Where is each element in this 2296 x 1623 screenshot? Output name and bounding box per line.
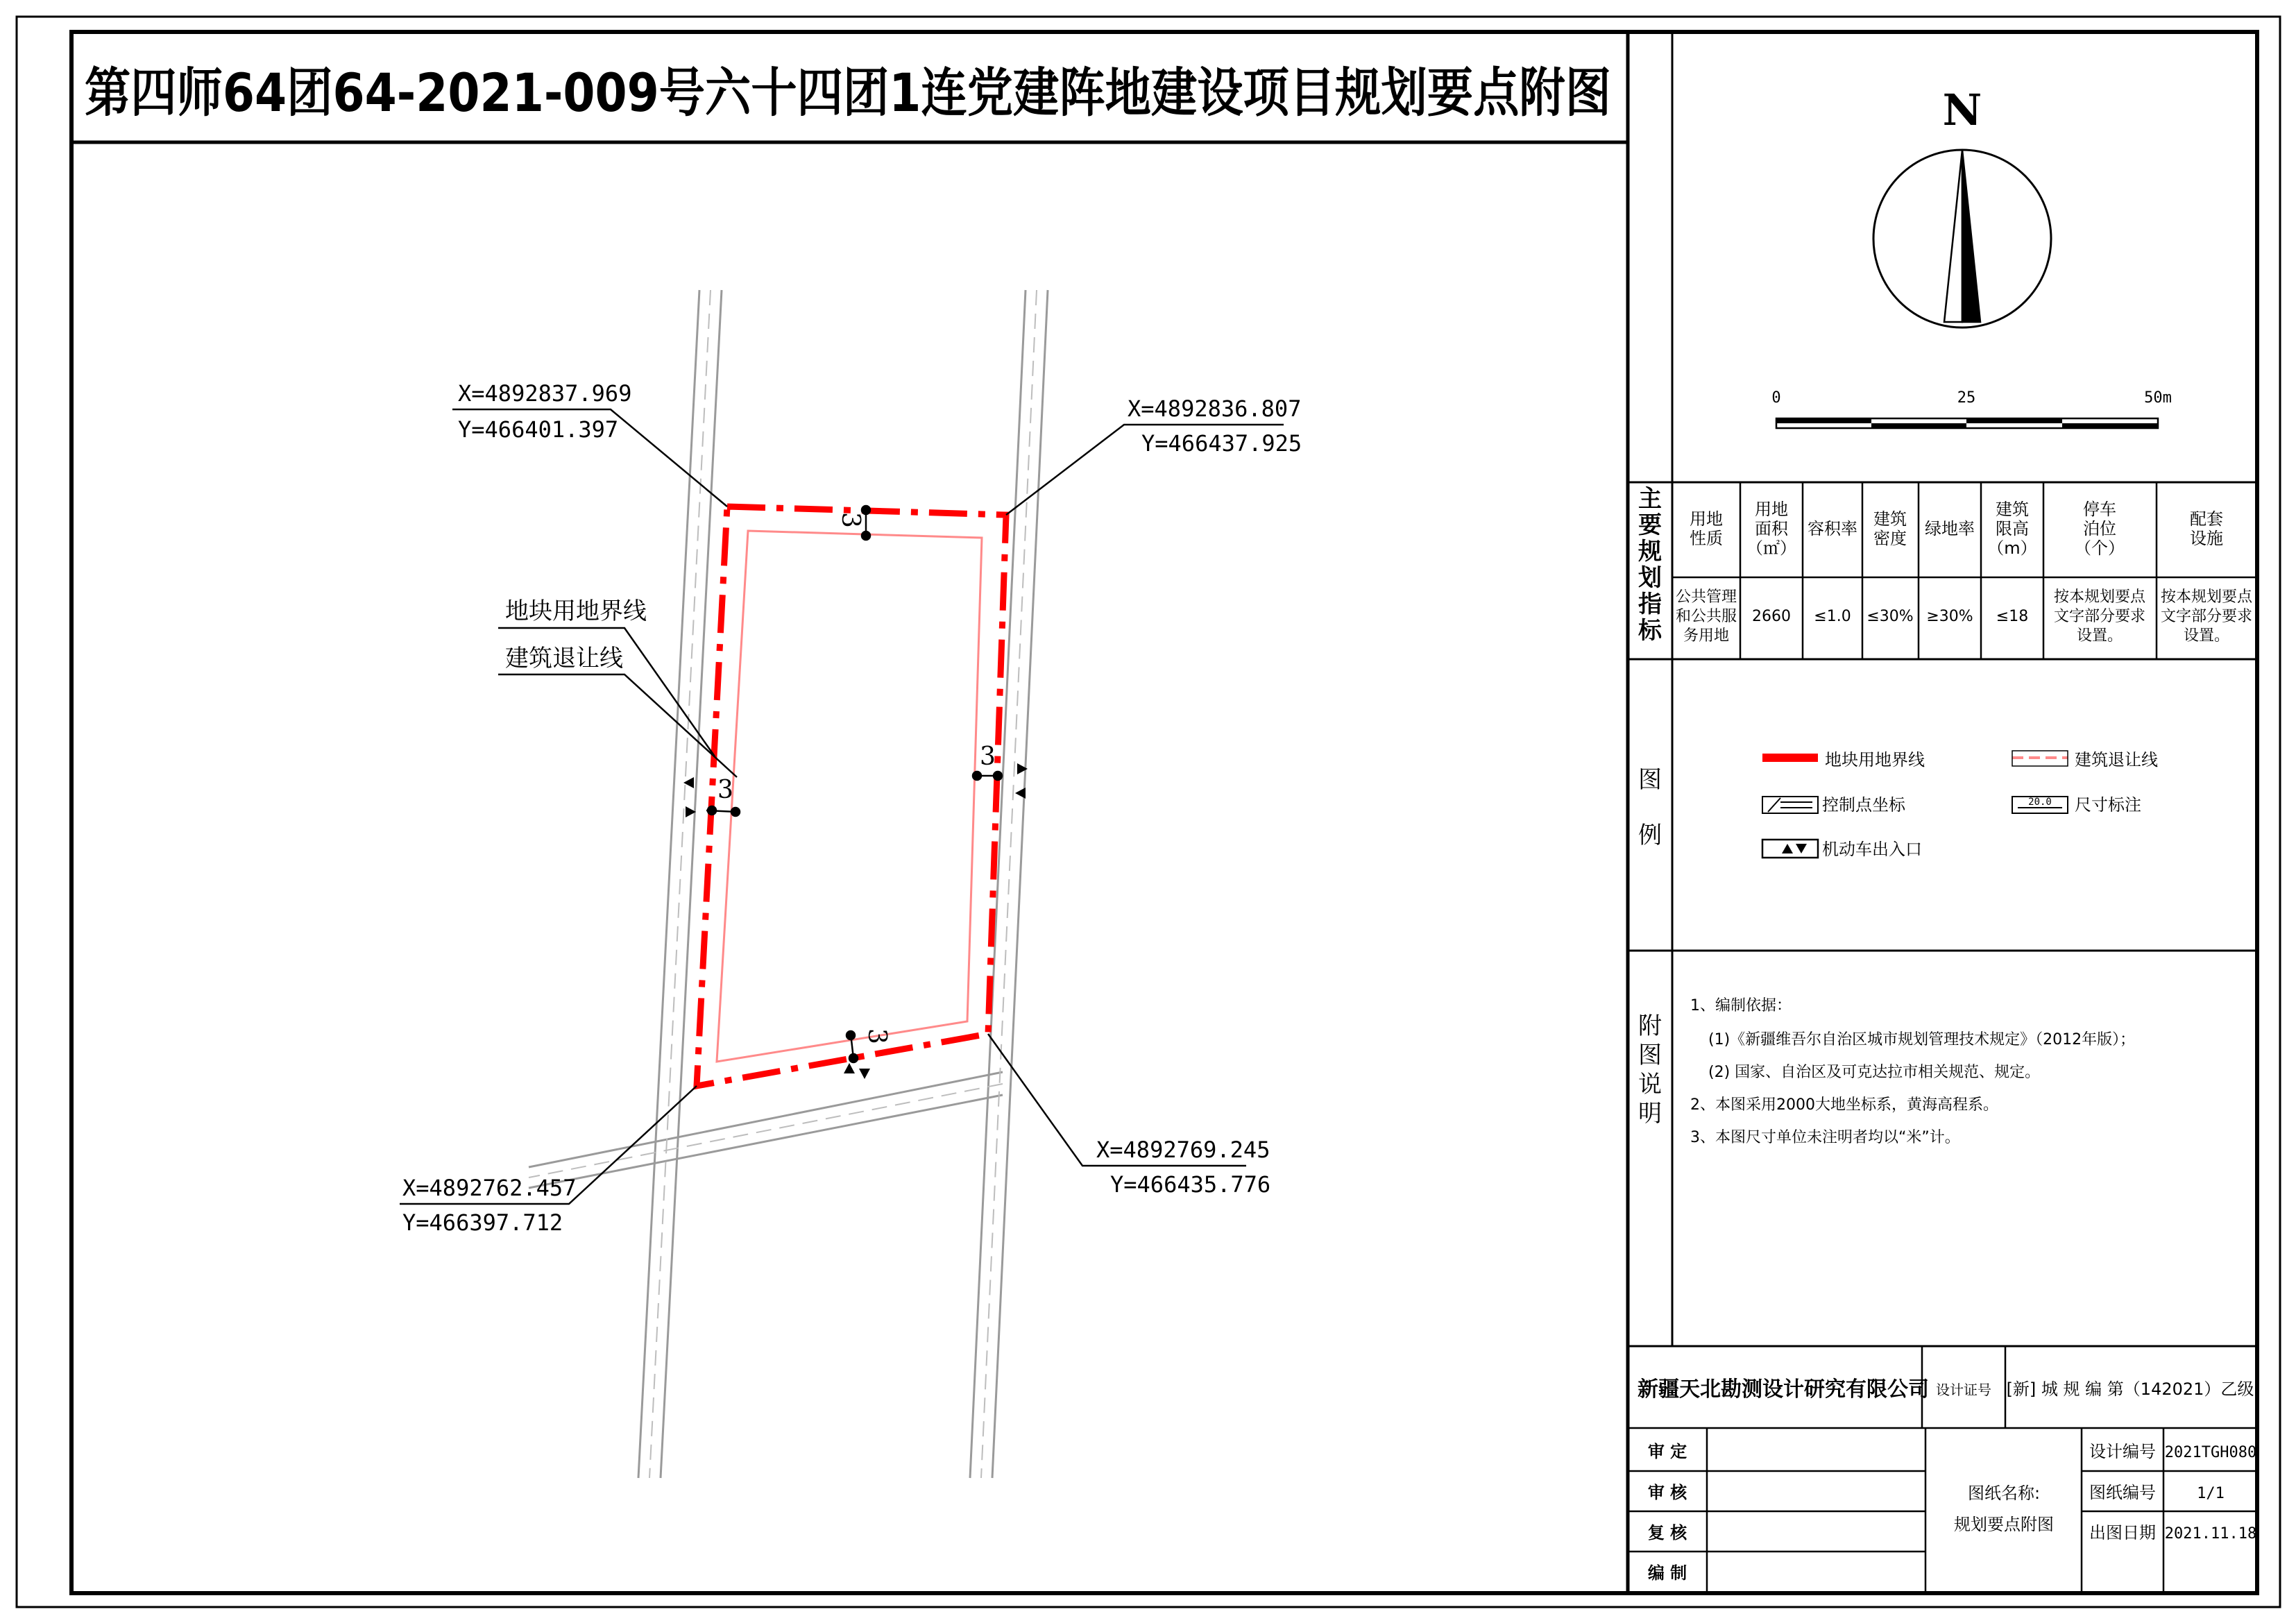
callout-setback: 建筑退让线 (505, 645, 623, 672)
setback-dimensions (706, 506, 1002, 1062)
indicator-value: ≤1.0 (1814, 608, 1851, 625)
legend-side-label (1638, 766, 1662, 849)
legend-boundary-swatch (1762, 754, 1818, 762)
callout-boundary: 地块用地界线 (505, 597, 647, 625)
role-4: 编 制 (1647, 1563, 1687, 1583)
dim-right-dot (973, 772, 981, 780)
dim-top-dot (862, 532, 870, 540)
dim-labels (717, 512, 996, 1044)
road-line-east-inner (970, 290, 1026, 1478)
indicator-header: 配套设施 (2190, 509, 2223, 548)
dim-left-dot (731, 808, 740, 816)
parcel-boundary (697, 507, 1006, 1086)
indicator-value: ≥30% (1926, 608, 1973, 625)
role-1: 审 定 (1647, 1442, 1687, 1461)
north-arrow (1873, 85, 2051, 328)
indicator-value: ≤30% (1866, 608, 1914, 625)
dim-bottom-dot (847, 1031, 855, 1039)
indicator-header: 用地性质 (1690, 509, 1723, 548)
dim-bottom-label: 3 (862, 1028, 891, 1044)
coord-ne-x: X=4892836.807 (1128, 396, 1302, 422)
notes-side-text: 附图说明 (1638, 1012, 1662, 1128)
coord-se-y: Y=466435.776 (1110, 1171, 1271, 1198)
scale-bar (1771, 389, 2172, 428)
indicator-value: ≤18 (1996, 608, 2029, 625)
indicator-value: 按本规划要点文字部分要求设置。 (2160, 588, 2253, 645)
dim-right-dot (994, 772, 1002, 780)
coord-se-x: X=4892769.245 (1096, 1137, 1270, 1163)
indicator-header: 容积率 (1808, 519, 1857, 538)
scale-tick-50: 50m (2144, 389, 2172, 407)
note-line-1: 1、编制依据： (1690, 997, 1792, 1014)
indicator-header: 建筑限高（m） (1987, 500, 2037, 558)
setback-line (717, 531, 982, 1062)
dim-bottom-dot (849, 1054, 858, 1062)
indicator-value: 2660 (1752, 608, 1791, 625)
coord-nw-x: X=4892837.969 (458, 380, 632, 407)
north-label: N (1942, 85, 1982, 135)
indicator-value: 公共管理和公共服务用地 (1675, 588, 1737, 645)
inner-frame (71, 32, 2257, 1593)
outer-border (17, 17, 2280, 1607)
coordinate-labels (402, 380, 1302, 1236)
north-arrow-right (1962, 150, 1980, 322)
road-dashes (529, 290, 1037, 1478)
indicator-header: 停车泊位（个） (2075, 500, 2125, 558)
road-centerline-east (981, 290, 1037, 1478)
sheet-no-label: 图纸编号 (2089, 1483, 2156, 1502)
scale-tick-0: 0 (1771, 389, 1781, 407)
date: 2021.11.18 (2164, 1525, 2257, 1543)
page-title: 第四师64团64-2021-009号六十四团1连党建阵地建设项目规划要点附图 (85, 62, 1611, 124)
design-no: 2021TGH080 (2164, 1444, 2257, 1461)
scale-tick-25: 25 (1957, 389, 1976, 407)
coord-sw-x: X=4892762.457 (402, 1175, 577, 1201)
indicator-header: 绿地率 (1925, 519, 1975, 538)
legend-side-text: 图例 (1638, 766, 1662, 849)
note-line-2: (1)《新疆维吾尔自治区城市规划管理技术规定》（2012年版）； (1708, 1031, 2136, 1048)
legend-control-point-swatch (1762, 797, 1818, 813)
leader-lines (400, 409, 1284, 1204)
legend-dimension-label: 尺寸标注 (2075, 795, 2141, 815)
north-arrow-left (1944, 150, 1962, 322)
indicators-side-label (1638, 485, 1663, 645)
legend-entrance-label: 机动车出入口 (1822, 840, 1922, 859)
note-line-4: 2、本图采用2000大地坐标系，黄海高程系。 (1690, 1096, 1998, 1114)
legend-setback-label: 建筑退让线 (2075, 750, 2158, 770)
road-line-south-1 (529, 1072, 1003, 1167)
note-line-3: (2) 国家、自治区及可克达拉市相关规范、规定。 (1708, 1064, 2041, 1081)
dim-right-label: 3 (980, 742, 996, 771)
road-line-east-outer (992, 290, 1048, 1478)
coord-sw-y: Y=466397.712 (402, 1209, 563, 1236)
entrance-west (683, 777, 696, 817)
note-line-5: 3、本图尺寸单位未注明者均以“米”计。 (1690, 1129, 1960, 1146)
dim-top-label: 3 (836, 512, 865, 528)
indicator-header: 用地面积（㎡） (1746, 500, 1796, 558)
dim-left-dot (708, 806, 716, 815)
cert-label: 设计证号 (1936, 1382, 1991, 1398)
legend-dimension-sample: 20.0 (2028, 797, 2052, 808)
design-no-label: 设计编号 (2089, 1442, 2156, 1461)
drawing-name-label: 图纸名称: (1967, 1484, 2041, 1503)
dim-left-label: 3 (717, 776, 733, 804)
indicator-value: 按本规划要点文字部分要求设置。 (2053, 588, 2146, 645)
role-2: 审 核 (1647, 1483, 1687, 1502)
company-name: 新疆天北勘测设计研究有限公司 (1638, 1377, 1929, 1402)
legend-boundary-label: 地块用地界线 (1825, 750, 1925, 770)
indicators-row (1676, 588, 2253, 645)
legend-control-point-label: 控制点坐标 (1822, 795, 1905, 815)
road-centerline-south (529, 1084, 1003, 1178)
cert-value: [新] 城 规 编 第（142021）乙级 (2006, 1379, 2254, 1399)
legend (1762, 750, 2158, 859)
roads (529, 290, 1048, 1478)
notes-side-label (1638, 1012, 1662, 1128)
road-line-south-2 (529, 1095, 1003, 1188)
entrance-south (844, 1063, 870, 1079)
coord-nw-y: Y=466401.397 (458, 416, 619, 443)
notes (1690, 997, 2135, 1146)
indicators-headers (1690, 500, 2223, 558)
role-3: 复 核 (1647, 1523, 1687, 1543)
indicators-side-text: 主要规划指标 (1638, 485, 1662, 645)
drawing-name: 规划要点附图 (1954, 1515, 2054, 1534)
sheet-no: 1/1 (2197, 1485, 2225, 1502)
coord-ne-y: Y=466437.925 (1141, 430, 1302, 457)
indicator-header: 建筑密度 (1873, 509, 1907, 548)
date-label: 出图日期 (2089, 1523, 2156, 1543)
